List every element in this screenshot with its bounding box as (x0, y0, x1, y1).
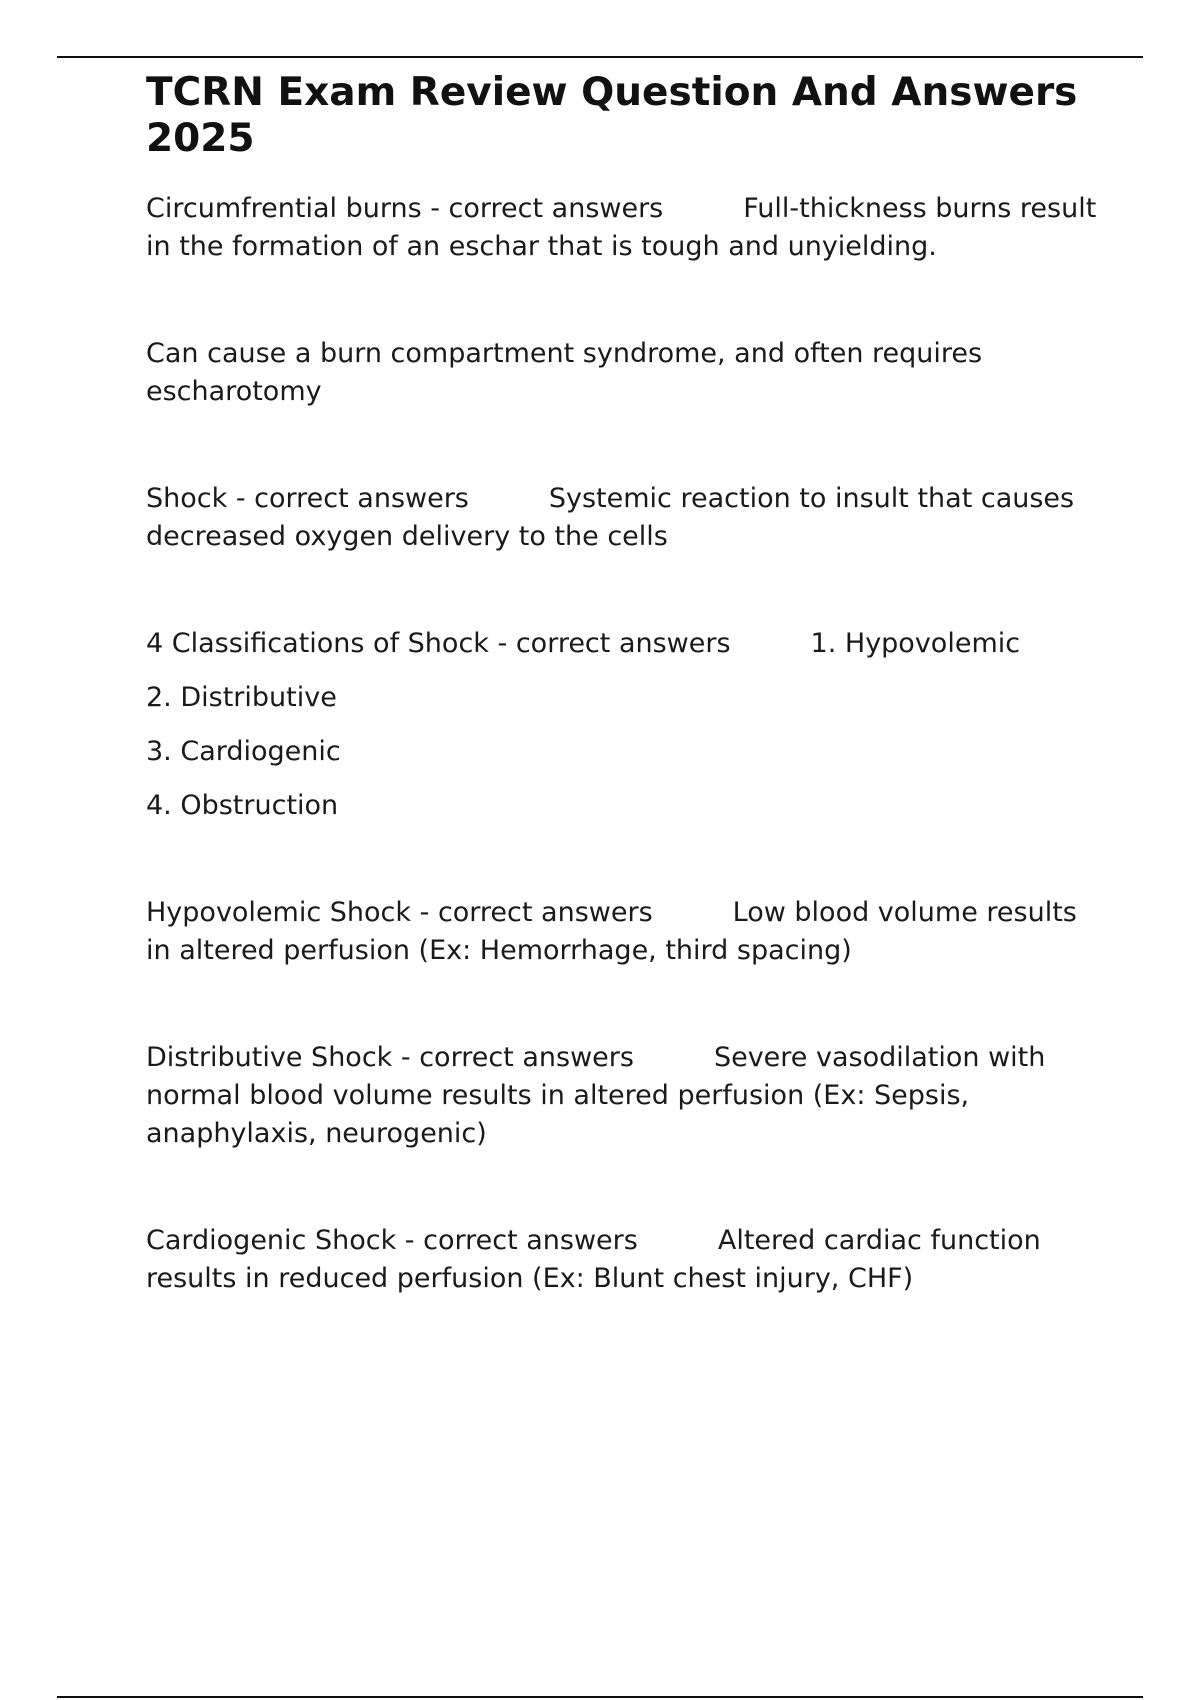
document-title: TCRN Exam Review Question And Answers 2025 (146, 70, 1078, 161)
entry-answer: Severe vasodilation with normal blood volume results in altered perfusion (Ex: Sepsis, anaphylaxis, neurogenic) (146, 1042, 1046, 1149)
entry-answer: Low blood volume results in altered perfusion (Ex: Hemorrhage, third spacing) (146, 897, 1077, 966)
qa-entry-circumferential-burns (146, 190, 1106, 266)
qa-entry-shock-classifications (146, 625, 1106, 663)
footer-rule (57, 1696, 1143, 1698)
entry-term: Shock - correct answers (146, 483, 469, 514)
entry-term: Cardiogenic Shock - correct answers (146, 1225, 638, 1256)
entry-answer: Full-thickness burns result in the formation of an eschar that is tough and unyielding. (146, 193, 1097, 262)
list-item: 2. Distributive (146, 682, 337, 713)
entry-answer: Altered cardiac function results in reduced perfusion (Ex: Blunt chest injury, CHF) (146, 1225, 1041, 1294)
document-content (146, 70, 1106, 1298)
entry-term: 4 Classifications of Shock - correct answers (146, 628, 731, 659)
qa-entry-distributive-shock (146, 1039, 1106, 1153)
entry-term: Distributive Shock - correct answers (146, 1042, 634, 1073)
entry-term: Circumfrential burns - correct answers (146, 193, 664, 224)
list-item: 3. Cardiogenic (146, 736, 341, 767)
list-item: 4. Obstruction (146, 790, 339, 821)
entry-answer: Systemic reaction to insult that causes decreased oxygen delivery to the cells (146, 483, 1075, 552)
qa-entry-cardiogenic-shock (146, 1222, 1106, 1298)
qa-entry-shock (146, 480, 1106, 556)
qa-entry-hypovolemic-shock (146, 894, 1106, 970)
header-rule (57, 56, 1143, 58)
entry-term: Hypovolemic Shock - correct answers (146, 897, 653, 928)
entry-answer: 1. Hypovolemic (810, 628, 1021, 659)
qa-entry-continuation: Can cause a burn compartment syndrome, and often requires escharotomy (146, 338, 983, 407)
